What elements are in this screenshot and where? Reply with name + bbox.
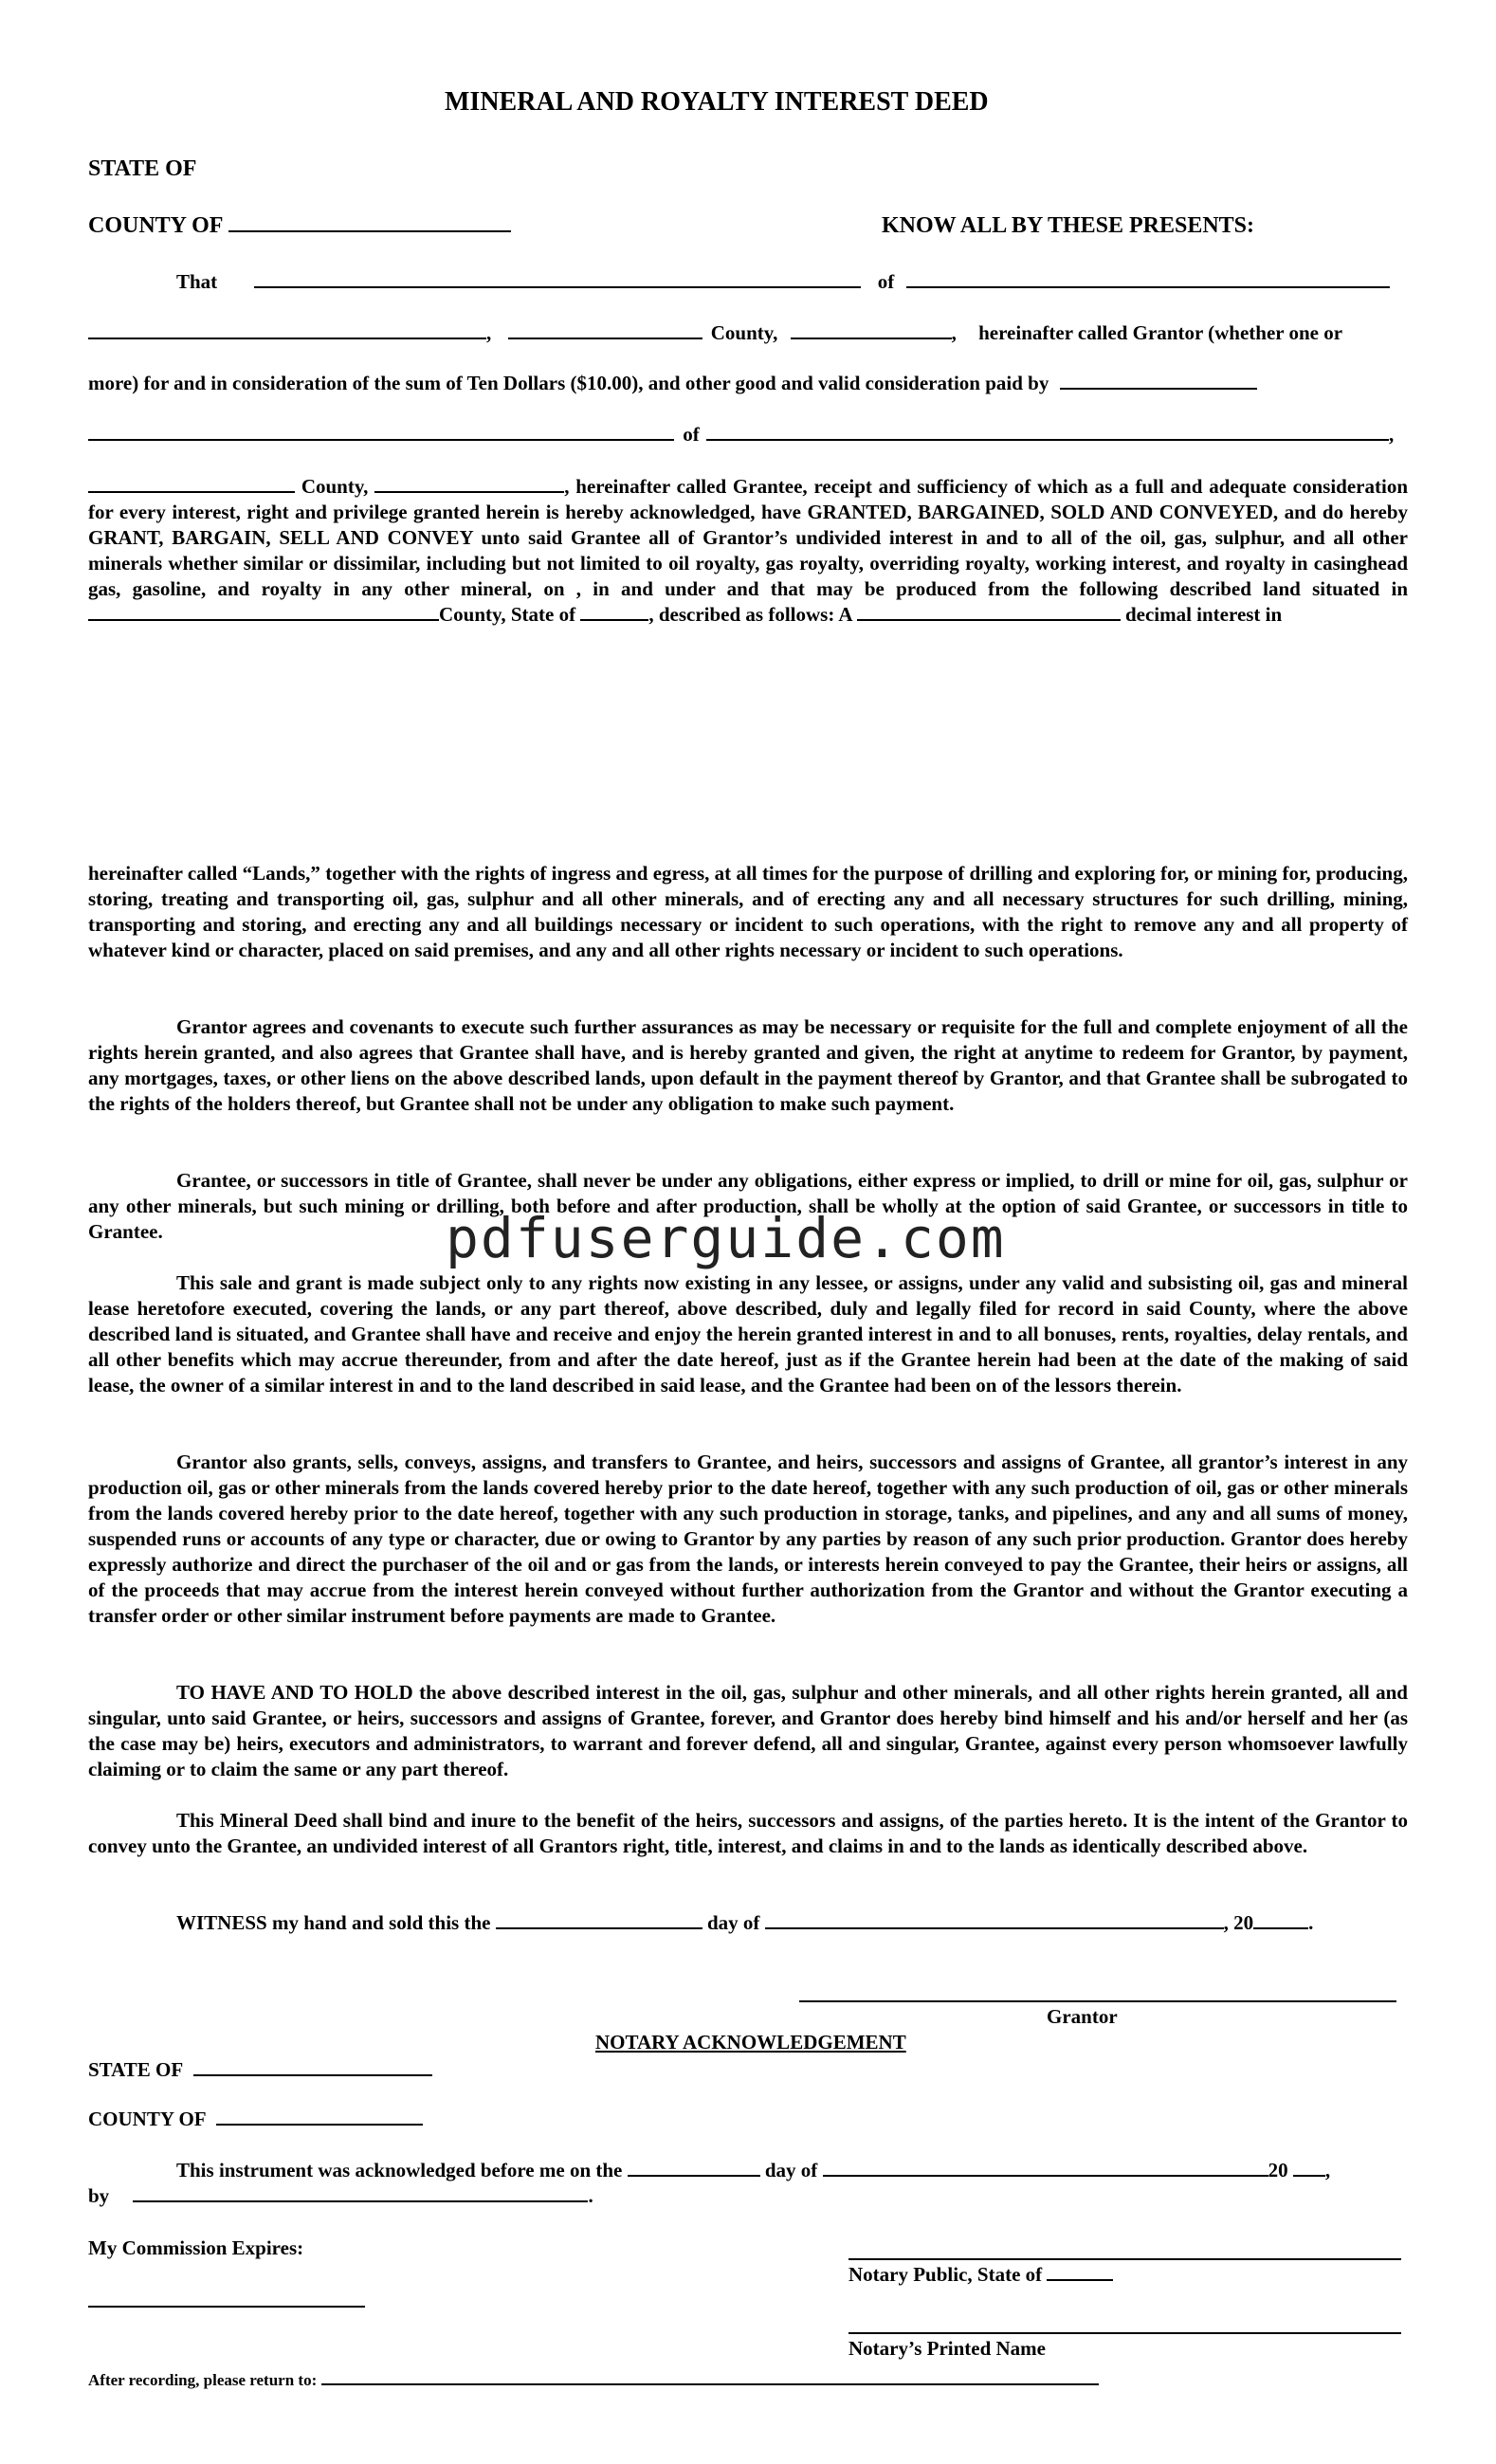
grantee-address-blank[interactable] [706,422,1389,441]
grantor-signature-line[interactable] [799,2000,1396,2002]
acknowledged-month-blank[interactable] [823,2158,1268,2177]
paragraph-no-obligation: Grantee, or successors in title of Grantee, shall never be under any obligations, either express or implied, to drill or mine for oil, gas, sulphur or any other minerals, but such mining or drilling, both before and after production, shall be wholly at the option of said Grantee, or successors in title to Grantee. [88,1169,1408,1243]
grantee-line: of , [88,422,1394,447]
grantor-state-blank[interactable] [791,320,952,339]
notary-public-line [848,2262,1113,2288]
notary-state-label: STATE OF [88,2058,183,2081]
acknowledged-day-blank[interactable] [628,2158,760,2177]
acknowledged-day-of-label: day of [764,2159,818,2181]
grant-paragraph-text: hereinafter called Grantee, receipt and sufficiency of which as a full and adequate consideration for every interest, right and privilege granted herein is hereby acknowledged, have GRANTED, BARGAINED, SOLD AND CONVEYED, and do hereby GRANT, BARGAIN, SELL AND CONVEY unto said Grantee all of Grantor’s undivided interest in and to all of the oil, gas, sulphur, and all other minerals whether similar or dissimilar, including but not limited to oil royalty, gas royalty, overriding royalty, working interest, and royalty in casinghead gas, gasoline, and royalty in any other mineral, on , in and under and that may be produced from the following described land situated in [88,475,1409,600]
notary-public-label: Notary Public, State of [848,2263,1043,2286]
return-to-blank[interactable] [321,2370,1099,2385]
that-line [176,269,1390,295]
acknowledged-text: This instrument was acknowledged before me on the [176,2159,623,2181]
grantee-name-blank[interactable] [88,422,674,441]
witness-month-blank[interactable] [765,1910,1224,1929]
grantor-label: Grantor [1047,2005,1118,2028]
witness-day-of-label: day of [706,1911,760,1934]
notary-state-blank[interactable] [193,2057,432,2076]
grantee-county-blank[interactable] [88,474,295,493]
follows-label: follows: A [768,603,852,626]
acknowledged-year-label: 20 [1268,2159,1288,2181]
acknowledged-line: This instrument was acknowledged before me on the day of 20 , [176,2159,1331,2181]
land-county-blank[interactable] [88,602,439,621]
paragraph-subject-to-lease: This sale and grant is made subject only to any rights now existing in any lessee, or assigns, under any valid and subsisting oil, gas and mineral lease heretofore executed, covering the lands, or any part thereof, above described, duly and legally filed for record in said County, where the above described land is situated, and Grantee shall have and receive and enjoy the herein granted interest in and to all bonuses, rents, royalties, delay rentals, and all other benefits which may accrue thereunder, from and after the date hereof, just as if the Grantee herein had been at the date of the making of said lease, the owner of a similar interest in and to the land described in said lease, and the Grantee had been on of the lessors therein. [88,1271,1408,1396]
witness-day-blank[interactable] [496,1910,702,1929]
notary-county-label: COUNTY OF [88,2108,206,2130]
grantor-name-blank[interactable] [254,269,861,288]
notary-printed-name-label: Notary’s Printed Name [848,2337,1047,2360]
decimal-interest-label: decimal interest in [1124,603,1283,626]
return-to-line [88,2367,1099,2393]
commission-expires-label: My Commission Expires: [88,2236,304,2259]
land-state-blank[interactable] [580,602,648,621]
county-of-label: COUNTY OF [88,213,223,238]
consideration-text: more) for and in consideration of the sum of Ten Dollars ($10.00), and other good and valid consideration paid by [88,372,1049,394]
grantor-address-blank[interactable] [906,269,1390,288]
by-label: by [88,2184,110,2207]
paragraph-prior-production: Grantor also grants, sells, conveys, assigns, and transfers to Grantee, and heirs, successors and assigns of Grantee, all grantor’s interest in any production oil, gas or other minerals from the lands covered hereby prior to the date hereof, together with any such production of oil, gas or other minerals from the lands covered hereby prior to the date hereof, together with any such production in storage, tanks, and pipelines, and any and all sums of money, suspended runs or accounts of any type or character, due or owing to Grantor by any parties by reason of any such prior production. Grantor does hereby expressly authorize and direct the purchaser of the oil and or gas from the lands, or interests herein conveyed to pay the Grantee, their heirs or assigns, all of the proceeds that may accrue from the interest herein conveyed without further authorization from the Grantor and without the Grantor executing a transfer order or other similar instrument before payments are made to Grantee. [88,1451,1408,1627]
notary-signature-line[interactable] [848,2258,1401,2260]
acknowledged-year-blank[interactable] [1293,2158,1325,2177]
described-as-label: , described as [648,603,764,626]
grantor-county-blank[interactable] [508,320,702,339]
consideration-line [88,371,1257,396]
county-of-line [88,213,511,239]
acknowledged-by-blank[interactable] [133,2183,588,2202]
decimal-interest-blank[interactable] [857,602,1121,621]
watermark: pdfuserguide.com [446,1206,1006,1270]
that-label: That [176,270,218,293]
notary-printed-name-line[interactable] [848,2332,1401,2334]
grant-paragraph: County, , hereinafter called Grantee, receipt and sufficiency of which as a full and adequate consideration for every interest, right and privilege granted herein is hereby acknowledged, have GRANTED, BARGAINED, SOLD AND CONVEYED, and do hereby GRANT, BARGAIN, SELL AND CONVEY unto said Grantee all of Grantor’s undivided interest in and to all of the oil, gas, sulphur, and all other minerals whether similar or dissimilar, including but not limited to oil royalty, gas royalty, overriding royalty, working interest, and royalty in casinghead gas, gasoline, and royalty in any other mineral, on , in and under and that may be produced from the following described land situated in County, State of , described as follows: A decimal interest in [88,475,1409,626]
county-state-label: County, State of [439,603,576,626]
document-title: MINERAL AND ROYALTY INTEREST DEED [445,87,989,117]
notary-public-state-blank[interactable] [1047,2262,1113,2281]
notary-county-line [88,2107,423,2132]
notary-county-blank[interactable] [216,2107,423,2126]
paid-by-blank[interactable] [1060,371,1257,390]
witness-text: WITNESS my hand and sold this the [176,1911,491,1934]
county-label: County, [710,321,778,344]
grantor-county-line: , County, , hereinafter called Grantor (whether one or [88,320,1342,346]
paragraph-to-have-and-hold: TO HAVE AND TO HOLD the above described interest in the oil, gas, sulphur and other minerals, and all other rights herein granted, all and singular, unto said Grantee, or heirs, successors and assigns of Grantee, forever, and Grantor does hereby bind himself and his and/or herself and her (as the case may be) heirs, executors and administrators, to warrant and forever defend, all and singular, Grantee, against every person whomsoever lawfully claiming or to claim the same or any part thereof. [88,1681,1408,1780]
grantor-city-blank[interactable] [88,320,486,339]
of-label-2: of [683,423,700,446]
paragraph-lands: hereinafter called “Lands,” together with the rights of ingress and egress, at all times for the purpose of drilling and exploring for, or mining for, producing, storing, treating and transporting oil, gas, sulphur and all other minerals, and of erecting any and all necessary structures for such drilling, mining, transporting and storing, and erecting any and all buildings necessary or incident to such operations, with the right to remove any and all property of whatever kind or character, placed on said premises, and any and all other rights necessary or incident to such operations. [88,862,1408,961]
notary-heading: NOTARY ACKNOWLEDGEMENT [595,2031,906,2053]
witness-line: WITNESS my hand and sold this the day of , 20 . [176,1911,1314,1934]
paragraph-further-assurances: Grantor agrees and covenants to execute such further assurances as may be necessary or requisite for the full and complete enjoyment of all the rights herein granted, and also agrees that Grantee shall have, and is hereby granted and given, the right at anytime to redeem for Grantor, by payment, any mortgages, taxes, or other liens on the above described lands, upon default in the payment thereof by Grantor, and that Grantee shall be subrogated to the rights of the holders thereof, but Grantee shall not be under any obligation to make such payment. [88,1015,1408,1115]
by-line: by . [88,2184,593,2207]
county-label-2: County, [301,475,369,498]
witness-year-blank[interactable] [1253,1910,1308,1929]
state-of-label: STATE OF [88,156,197,181]
commission-expires-line[interactable] [88,2306,365,2308]
return-to-label: After recording, please return to: [88,2371,318,2389]
of-label: of [877,270,895,293]
witness-year-prefix: , 20 [1223,1911,1254,1934]
notary-state-line [88,2057,432,2083]
grantor-definition: hereinafter called Grantor (whether one or [978,321,1343,344]
county-of-blank[interactable] [228,213,511,232]
paragraph-binding-intent: This Mineral Deed shall bind and inure to the benefit of the heirs, successors and assigns, of the parties hereto. It is the intent of the Grantor to convey unto the Grantee, an undivided interest of all Grantors right, title, interest, and claims in and to the lands as identically described above. [88,1809,1408,1857]
know-all-label: KNOW ALL BY THESE PRESENTS: [882,213,1255,238]
grantee-state-blank[interactable] [374,474,564,493]
